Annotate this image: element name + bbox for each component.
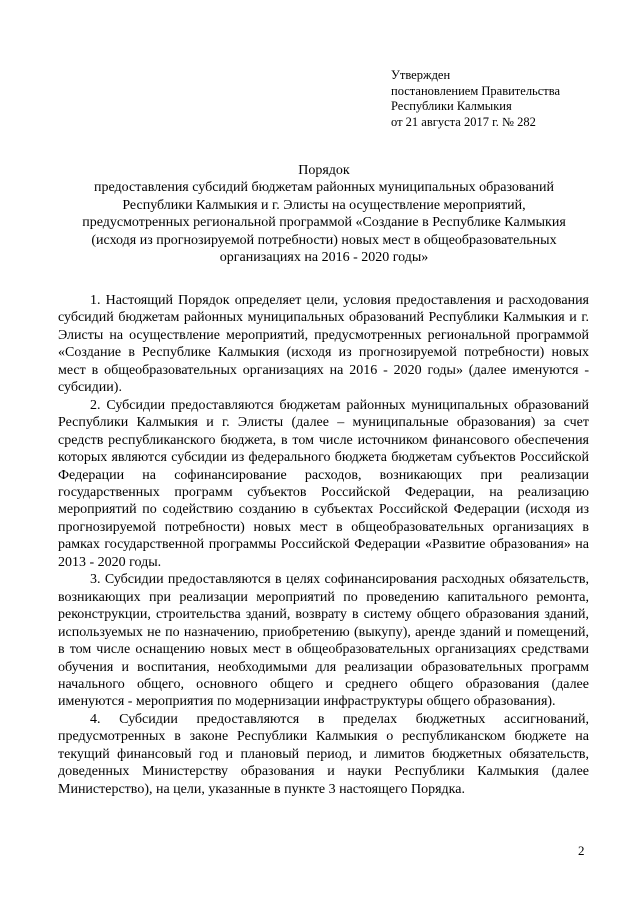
approval-line-date: от 21 августа 2017 г. № 282 <box>391 114 536 129</box>
document-heading <box>58 162 590 266</box>
approval-line-approved: Утвержден <box>391 68 451 82</box>
document-subtitle-line: (исходя из прогнозируемой потребности) новых мест в общеобразовательных <box>91 232 557 248</box>
page-number: 2 <box>578 843 585 858</box>
document-subtitle-line: Республики Калмыкия и г. Элисты на осуществление мероприятий, <box>122 197 526 213</box>
approval-stamp <box>391 68 621 130</box>
approval-line-resolution: постановлением Правительства <box>391 83 561 98</box>
paragraph-3: 3. Субсидии предоставляются в целях софинансирования расходных обязательств, возникающих при реализации мероприятий по проведению капитального ремонта, реконструкции, строительства зданий, возврату в систему общего образования зданий, используемых не по назначению, приобретению (выкупу), аренде зданий и помещений, в том числе оснащению новых мест в общеобразовательных организациях средствами обучения и воспитания, необходимыми для реализации образовательных программ начального общего, основного общего и среднего общего образования (далее именуются - мероприятия по модернизации инфраструктуры общего образования). <box>58 572 589 710</box>
document-body <box>58 292 589 798</box>
document-subtitle-line: предусмотренных региональной программой «Создание в Республике Калмыкия <box>82 215 566 231</box>
paragraph-4: 4. Субсидии предоставляются в пределах бюджетных ассигнований, предусмотренных в законе Республики Калмыкия о республиканском бюджете на текущий финансовый год и плановый период, и лимитов бюджетных обязательств, доведенных Министерству образования и науки Республики Калмыкия (далее Министерство), на цели, указанные в пункте 3 настоящего Порядка. <box>58 711 589 797</box>
paragraph-1: 1. Настоящий Порядок определяет цели, условия предоставления и расходования субсидий бюджетам районных муниципальных образований Республики Калмыкия и г. Элисты на осуществление мероприятий, предусмотренных региональной программой «Создание в Республике Калмыкия (исходя из прогнозируемой потребности) новых мест в общеобразовательных организациях на 2016 - 2020 годы» (далее именуются - субсидии). <box>58 293 589 396</box>
paragraph-2: 2. Субсидии предоставляются бюджетам районных муниципальных образований Республики Калмыкия и г. Элисты (далее – муниципальные образования) за счет средств республиканского бюджета, в том числе источником финансового обеспечения которых являются субсидии из федерального бюджета бюджетам субъектов Российской Федерации на софинансирование расходов, возникающих при реализации государственных программ субъектов Российской Федерации, на реализацию мероприятий по содействию созданию в субъектах Российской Федерации (исходя из прогнозируемой потребности) новых мест в общеобразовательных организациях в рамках государственной программы Российской Федерации «Развитие образования» на 2013 - 2020 годы. <box>58 397 589 570</box>
document-title: Порядок <box>298 163 350 178</box>
document-subtitle-line: организациях на 2016 - 2020 годы» <box>219 250 429 266</box>
approval-line-republic: Республики Калмыкия <box>391 99 512 113</box>
document-subtitle-line: предоставления субсидий бюджетам районных муниципальных образований <box>93 180 555 196</box>
